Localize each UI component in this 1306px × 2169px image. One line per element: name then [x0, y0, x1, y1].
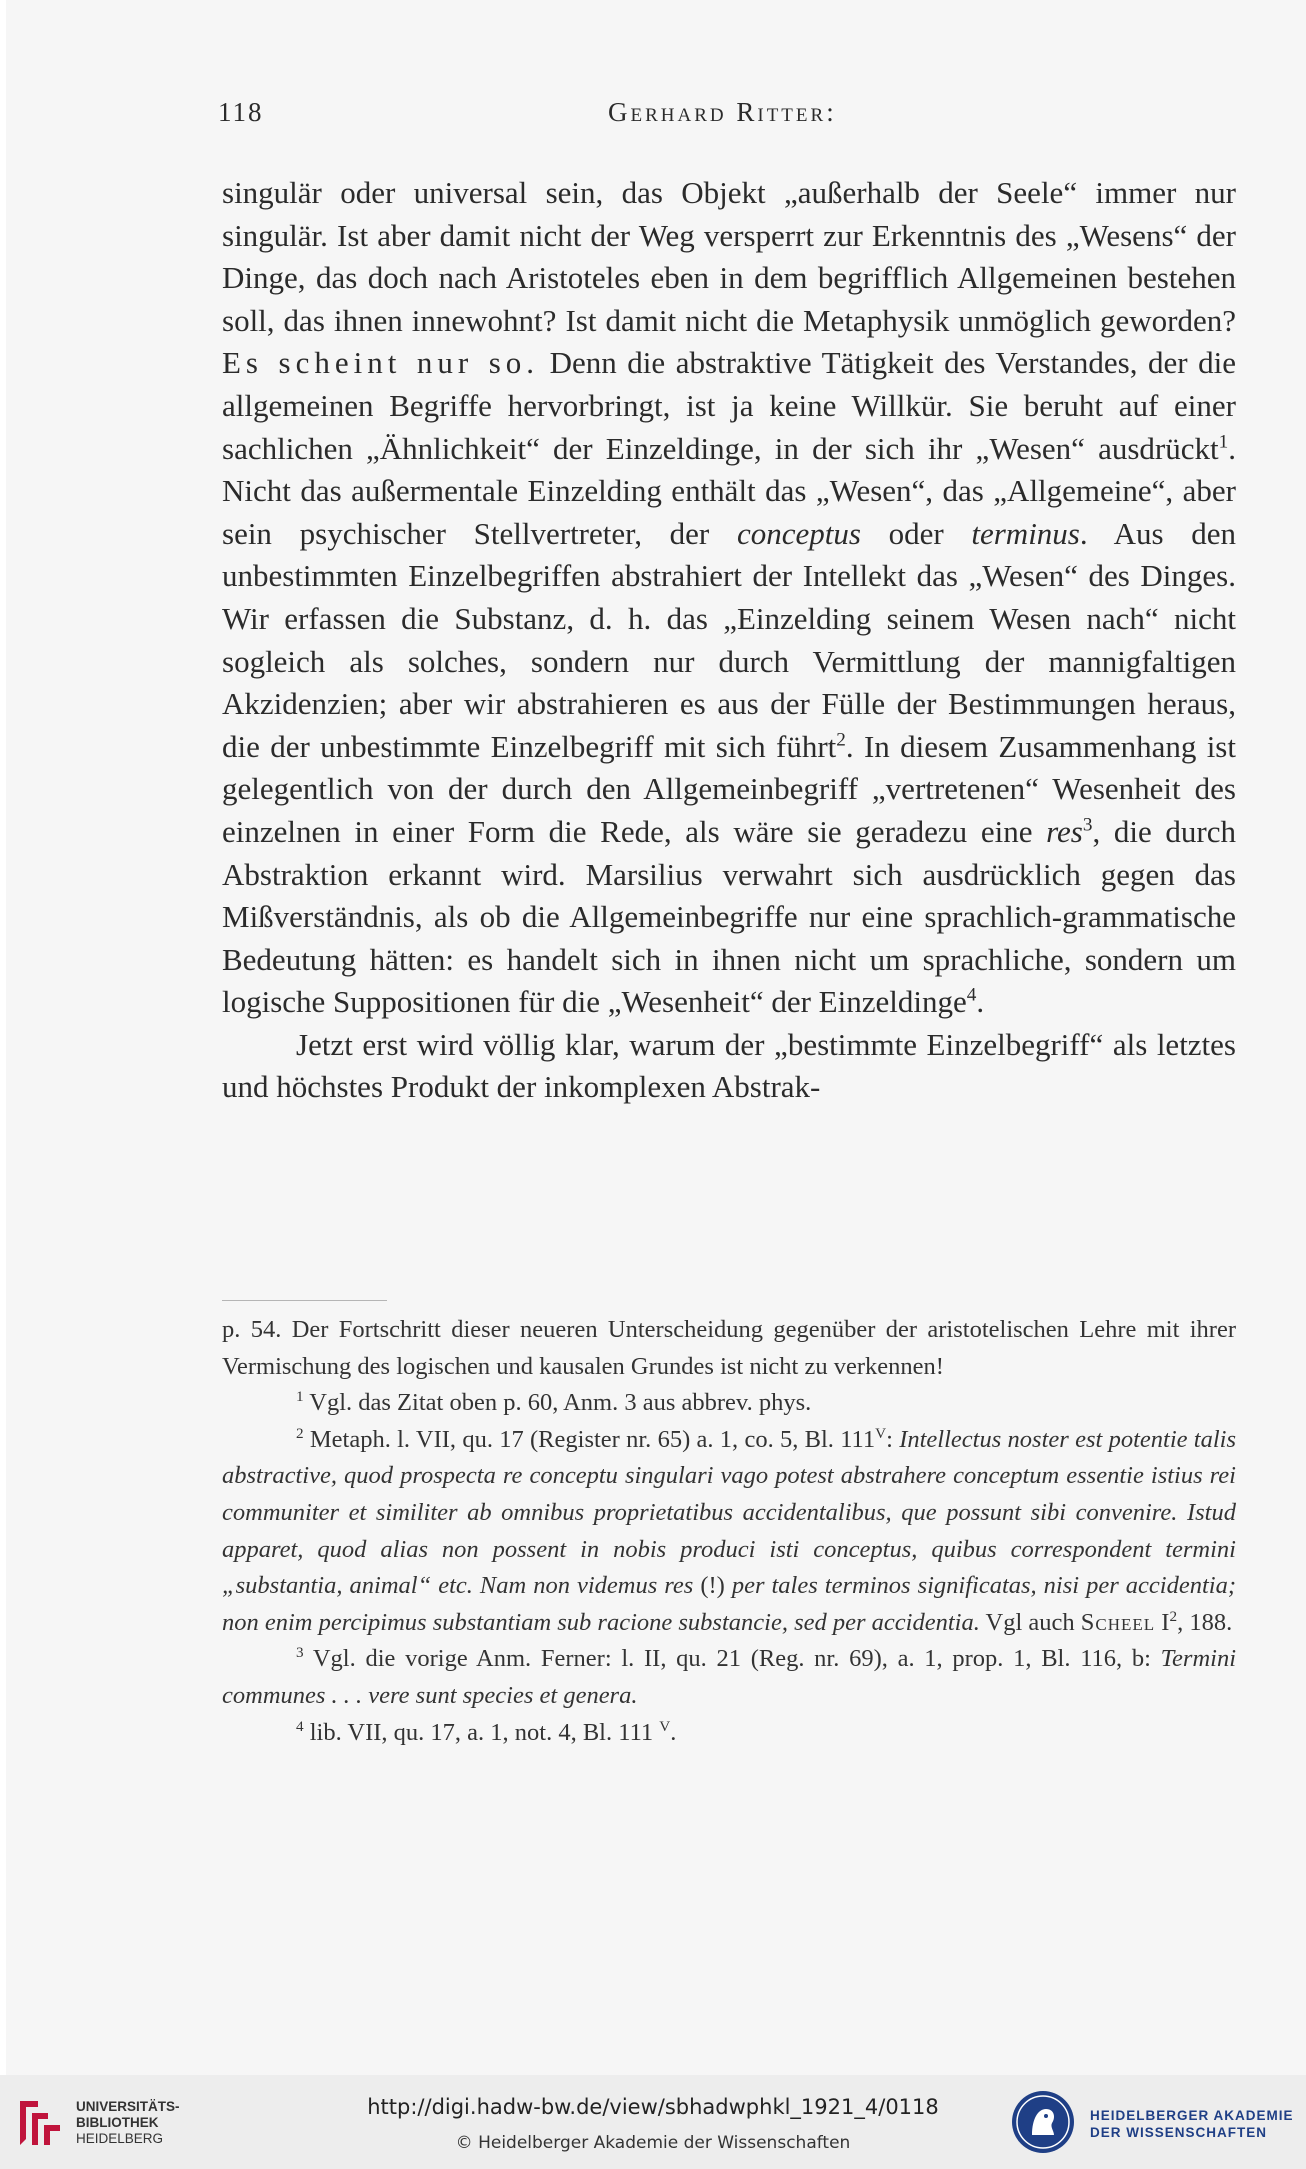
footnote-ref-4[interactable]: 4: [966, 984, 977, 1006]
footnote-ref-3[interactable]: 3: [1082, 814, 1093, 836]
footnote-ref-2[interactable]: 2: [836, 729, 846, 751]
footnotes: [222, 1312, 1236, 1751]
viewer-footer: [0, 2075, 1306, 2169]
footnote-2: $^2$ Metaph. l. VII, qu. 17 (Register nr. 65) a. 1, co. 5, Bl. $111^V$: Intellectus noster est potentie talis abstractive, quod prospecta re conceptu singulari vago potest abstrahere conceptum essentie istius rei communiter et similiter ab omnibus proprietatibus accidentalibus, que possunt sibi convenire. Istud apparet, quod alias non possent in nobis produci isti conceptus, quibus correspondent termini „substantia, animal“ etc. Nam non videmus res (!) per tales terminos significatas, nisi per accidentia; non enim percipimus substantiam sub racione substancie, sed per accidentia. Vgl auch Scheel $I^2$, 188.: [222, 1424, 1236, 1636]
library-name-line2: BIBLIOTHEK: [76, 2115, 159, 2130]
footnote-ref-1[interactable]: 1: [1218, 431, 1229, 453]
copyright-notice: © Heidelberger Akademie der Wissenschaften: [455, 2133, 851, 2153]
footnote-1: $^1$ Vgl. das Zitat oben p. 60, Anm. 3 aus abbrev. phys.: [296, 1388, 812, 1417]
footnote-4: $^4$ lib. VII, qu. 17, a. 1, not. 4, Bl. 111 $^V$.: [296, 1717, 677, 1746]
library-name-line1: UNIVERSITÄTS-: [76, 2099, 180, 2114]
paragraph-1: singulär oder universal sein, das Objekt „außerhalb der Seele“ immer nur singulär. Ist aber damit nicht der Weg versperrt zur Erkenntnis des „Wesens“ der Dinge, das doch nach Aristoteles eben in dem begrifflich Allgemeinen bestehen soll, das ihnen innewohnt? Ist damit nicht die Metaphysik unmöglich geworden? Es scheint nur so. Denn die abstraktive Tätigkeit des Verstandes, der die allgemeinen Begriffe hervorbringt, ist ja keine Willkür. Sie beruht auf einer sachlichen „Ähnlichkeit“ der Einzeldinge, in der sich ihr „Wesen“ ausdrückt$^1$. Nicht das außermentale Einzelding enthält das „Wesen“, das „Allgemeine“, aber sein psychischer Stellvertreter, der conceptus oder terminus. Aus den unbestimmten Einzelbegriffen abstrahiert der Intellekt das „Wesen“ des Dinges. Wir erfassen die Substanz, d. h. das „Einzelding seinem Wesen nach“ nicht sogleich als solches, sondern nur durch Vermittlung der mannigfaltigen Akzidenzien; aber wir abstrahieren es aus der Fülle der Bestimmungen heraus, die der unbestimmte Einzelbegriff mit sich führt$^2$. In diesem Zusammenhang ist gelegentlich von der durch den Allgemeinbegriff „vertretenen“ Wesenheit des einzelnen in einer Form die Rede, als wäre sie geradezu eine res$^3$, die durch Abstraktion erkannt wird. Marsilius verwahrt sich ausdrücklich gegen das Mißverständnis, als ob die Allgemeinbegriffe nur eine sprachlich-grammatische Bedeutung hätten: es handelt sich in ihnen nicht um sprachliche, sondern um logische Suppositionen für die „Wesenheit“ der Einzeldinge$^4$.: [222, 175, 1236, 1020]
academy-seal-icon: [1010, 2089, 1076, 2155]
footnote-3: $^3$ Vgl. die vorige Anm. Ferner: l. II, qu. 21 (Reg. nr. 69), a. 1, prop. 1, Bl. 116, b: Termini communes . . . vere sunt species et genera.: [222, 1644, 1236, 1709]
permalink-url[interactable]: http://digi.hadw-bw.de/view/sbhadwphkl_1921_4/0118: [367, 2095, 939, 2119]
page-number: 118: [218, 97, 264, 127]
academy-name-line2: DER WISSENSCHAFTEN: [1090, 2125, 1268, 2140]
academy-logo[interactable]: [1010, 2089, 1300, 2157]
footnote-continuation: p. 54. Der Fortschritt dieser neueren Unterscheidung gegenüber der aristotelischen Lehre mit ihrer Vermischung des logischen und kausalen Grundes ist nicht zu verkennen!: [222, 1316, 1236, 1380]
paragraph-2: Jetzt erst wird völlig klar, warum der „bestimmte Einzelbegriff“ als letztes und höchstes Produkt der inkomplexen Abstrak-: [222, 1026, 1236, 1105]
running-title: Gerhard Ritter:: [608, 97, 837, 127]
footnote-separator: [222, 1300, 387, 1301]
library-name-line3: HEIDELBERG: [76, 2131, 164, 2146]
spaced-emphasis: Es scheint nur so.: [222, 345, 540, 381]
main-text: [222, 172, 1236, 1109]
academy-name-line1: HEIDELBERGER AKADEMIE: [1090, 2108, 1294, 2123]
